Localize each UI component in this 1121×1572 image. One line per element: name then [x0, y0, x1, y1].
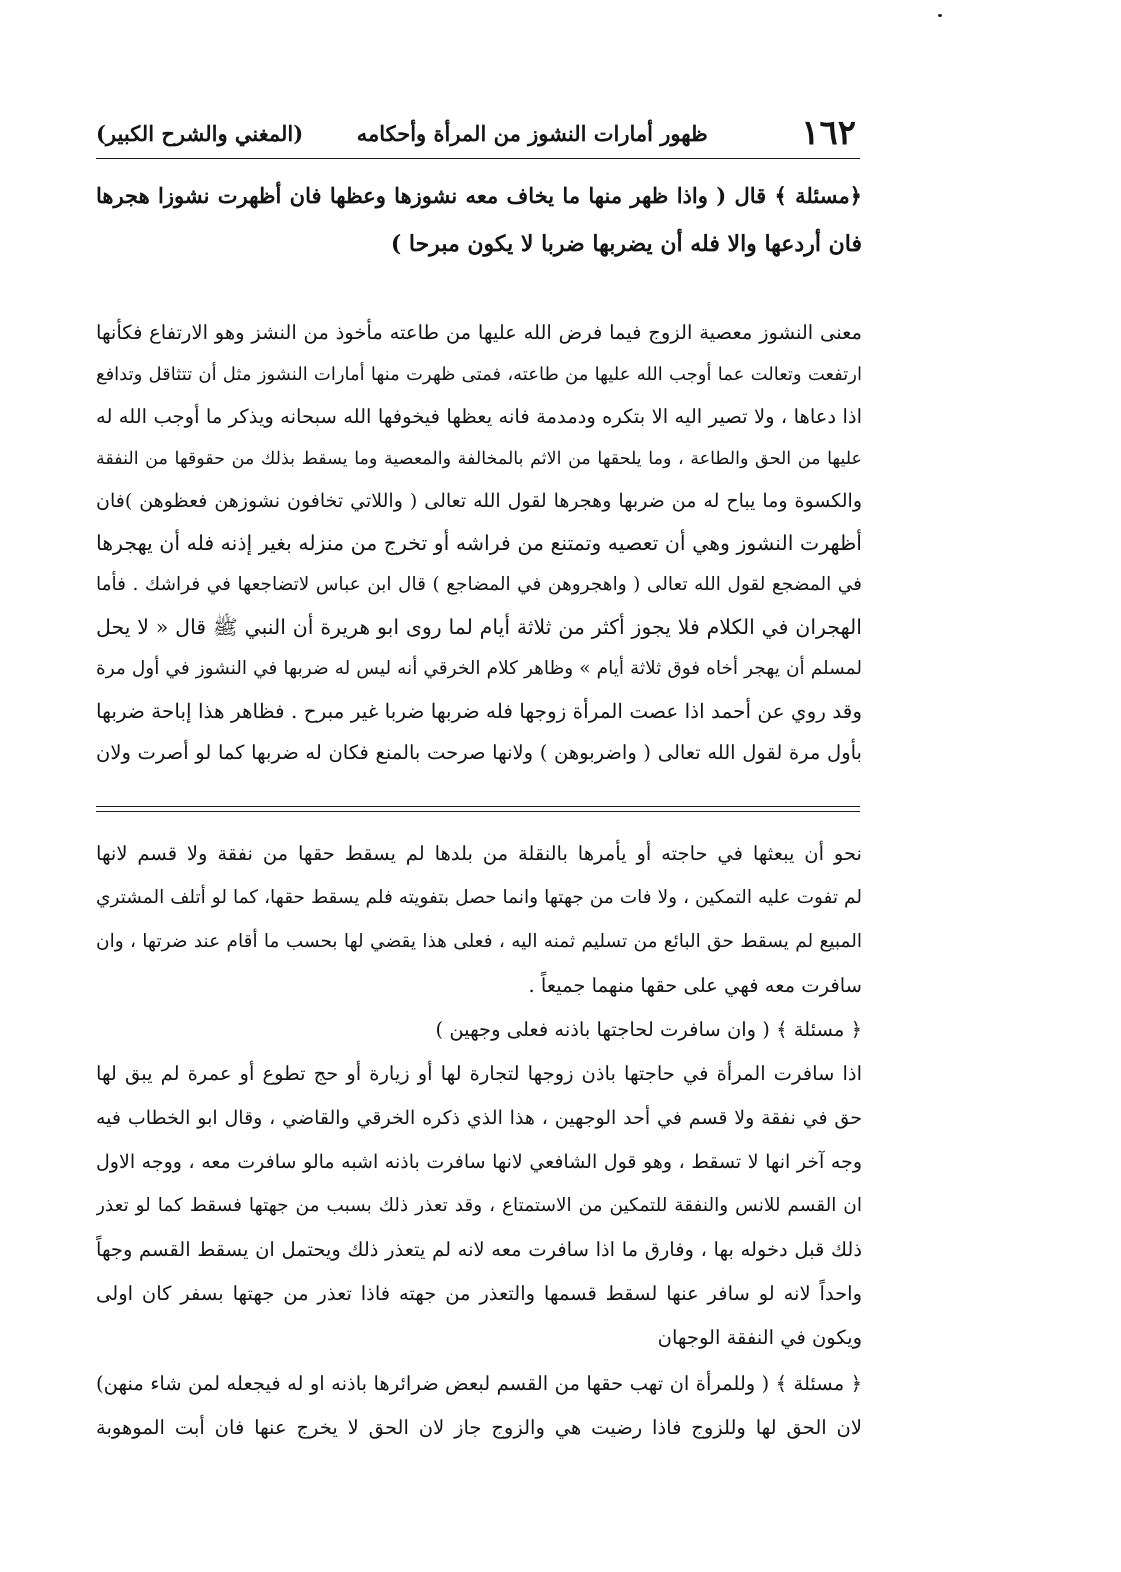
main-text-line: لمسلم أن يهجر أخاه فوق ثلاثة أيام » وظاهر كلام الخرقي أنه ليس له ضربها في النشوز في أول مرة	[96, 658, 862, 679]
masalah-2-text	[96, 1052, 862, 1360]
main-text-line: ارتفعت وتعالت عما أوجب الله عليها من طاعته، فمتى ظهرت منها أمارات النشوز مثل أن تتثاقل وتدافع	[96, 364, 862, 385]
main-text-line: اذا دعاها ، ولا تصير اليه الا بتكره ودمدمة فانه يعظها فيخوفها الله سبحانه ويذكر ما أوجب الله له	[96, 405, 862, 428]
masalah-2-line: واحداً لانه لو سافر عنها لسقط قسمها والتعذر من جهته فاذا تعذر من جهتها بسفر كان اولى	[96, 1282, 862, 1305]
header-rule	[96, 158, 860, 159]
footnote-line: المبيع لم يسقط حق البائع من تسليم ثمنه اليه ، فعلى هذا يقضي لها بحسب ما أقام عند ضرتها ، وان	[96, 931, 862, 952]
page-header	[96, 108, 856, 158]
footnote-line: نحو أن يبعثها في حاجته أو يأمرها بالنقلة من بلدها لم يسقط حقها من نفقة ولا قسم لانها	[96, 842, 862, 865]
main-text-line: عليها من الحق والطاعة ، وما يلحقها من الاثم بالمخالفة والمعصية وما يسقط بذلك من حقوقها من النفقة	[96, 449, 862, 469]
footnote-rule-bottom	[96, 811, 860, 812]
masalah-2-heading: ﴿ مسئلة ﴾ ( وان سافرت لحاجتها باذنه فعلى وجهين )	[435, 1018, 862, 1041]
masalah-3-heading: ﴿ مسئلة ﴾ ( وللمرأة ان تهب حقها من القسم لبعض ضرائرها باذنه او له فيجعله لمن شاء منهن)	[96, 1372, 862, 1395]
main-text-line: أظهرت النشوز وهي أن تعصيه وتمتنع من فراشه أو تخرج من منزله بغير إذنه فله أن يهجرها	[96, 531, 862, 555]
footnote-rule-top	[96, 806, 860, 807]
masalah-3	[96, 1362, 862, 1450]
masalah-3-line: لان الحق لها وللزوج فاذا رضيت هي والزوج جاز لان الحق لا يخرج عنها فان أبت الموهوبة	[96, 1416, 862, 1439]
masalah-1-line: ﴿مسئلة ﴾ قال ( واذا ظهر منها ما يخاف معه نشوزها وعظها فان أظهرت نشوزا هجرها	[96, 183, 862, 208]
ink-speck	[938, 14, 942, 17]
footnote-line: لم تفوت عليه التمكين ، ولا فات من جهتها وانما حصل بتفويته فلم يسقط حقها، كما لو أتلف المشتري	[96, 887, 862, 908]
footnote-text	[96, 832, 862, 1008]
masalah-2-line: ان القسم للانس والنفقة للتمكين من الاستمتاع ، وقد تعذر ذلك بسبب من جهتها فسقط كما لو تعذر	[96, 1195, 862, 1216]
masalah-2-line: اذا سافرت المرأة في حاجتها باذن زوجها لتجارة لها أو زيارة أو حج تطوع أو عمرة لم يبق لها	[96, 1062, 862, 1085]
book-title: (المغني والشرح الكبير)	[96, 120, 304, 146]
main-text-line: الهجران في الكلام فلا يجوز أكثر من ثلاثة أيام لما روى ابو هريرة أن النبي ﷺ قال « لا يحل	[96, 615, 862, 639]
main-text-line: معنى النشوز معصية الزوج فيما فرض الله عليها من طاعته مأخوذ من النشز وهو الارتفاع فكأنها	[96, 321, 862, 344]
masalah-2-line: حق في نفقة ولا قسم في أحد الوجهين ، هذا الذي ذكره الخرقي والقاضي ، وقال ابو الخطاب فيه	[96, 1107, 862, 1129]
masalah-1	[96, 172, 862, 268]
main-text-line: والكسوة وما يباح له من ضربها وهجرها لقول الله تعالى ( واللاتي تخافون نشوزهن فعظوهن )فان	[96, 490, 862, 512]
running-title: ظهور أمارات النشوز من المرأة وأحكامه	[356, 120, 708, 146]
main-text-line: بأول مرة لقول الله تعالى ( واضربوهن ) ولانها صرحت بالمنع فكان له ضربها كما لو أصرت ولان	[96, 741, 862, 764]
main-text	[96, 312, 862, 774]
masalah-2-line: ذلك قبل دخوله بها ، وفارق ما اذا سافرت معه لانه لم يتعذر ذلك ويحتمل ان يسقط القسم وجهاً	[96, 1238, 862, 1261]
masalah-2-line: وجه آخر انها لا تسقط ، وهو قول الشافعي لانها سافرت باذنه اشبه مالو سافرت معه ، ووجه الاول	[96, 1151, 862, 1173]
page-number: ١٦٢	[801, 113, 856, 153]
masalah-2-line: ويكون في النفقة الوجهان	[657, 1326, 862, 1349]
main-text-line: في المضجع لقول الله تعالى ( واهجروهن في المضاجع ) قال ابن عباس لاتضاجعها في فراشك . فأما	[96, 574, 862, 595]
masalah-2	[96, 1008, 862, 1052]
main-text-line: وقد روي عن أحمد اذا عصت المرأة زوجها فله ضربها ضربا غير مبرح . فظاهر هذا إباحة ضربها	[96, 699, 862, 723]
footnote-line: سافرت معه فهي على حقها منهما جميعاً .	[528, 974, 862, 997]
masalah-1-line: فان أردعها والا فله أن يضربها ضربا لا يكون مبرحا )	[390, 231, 862, 257]
